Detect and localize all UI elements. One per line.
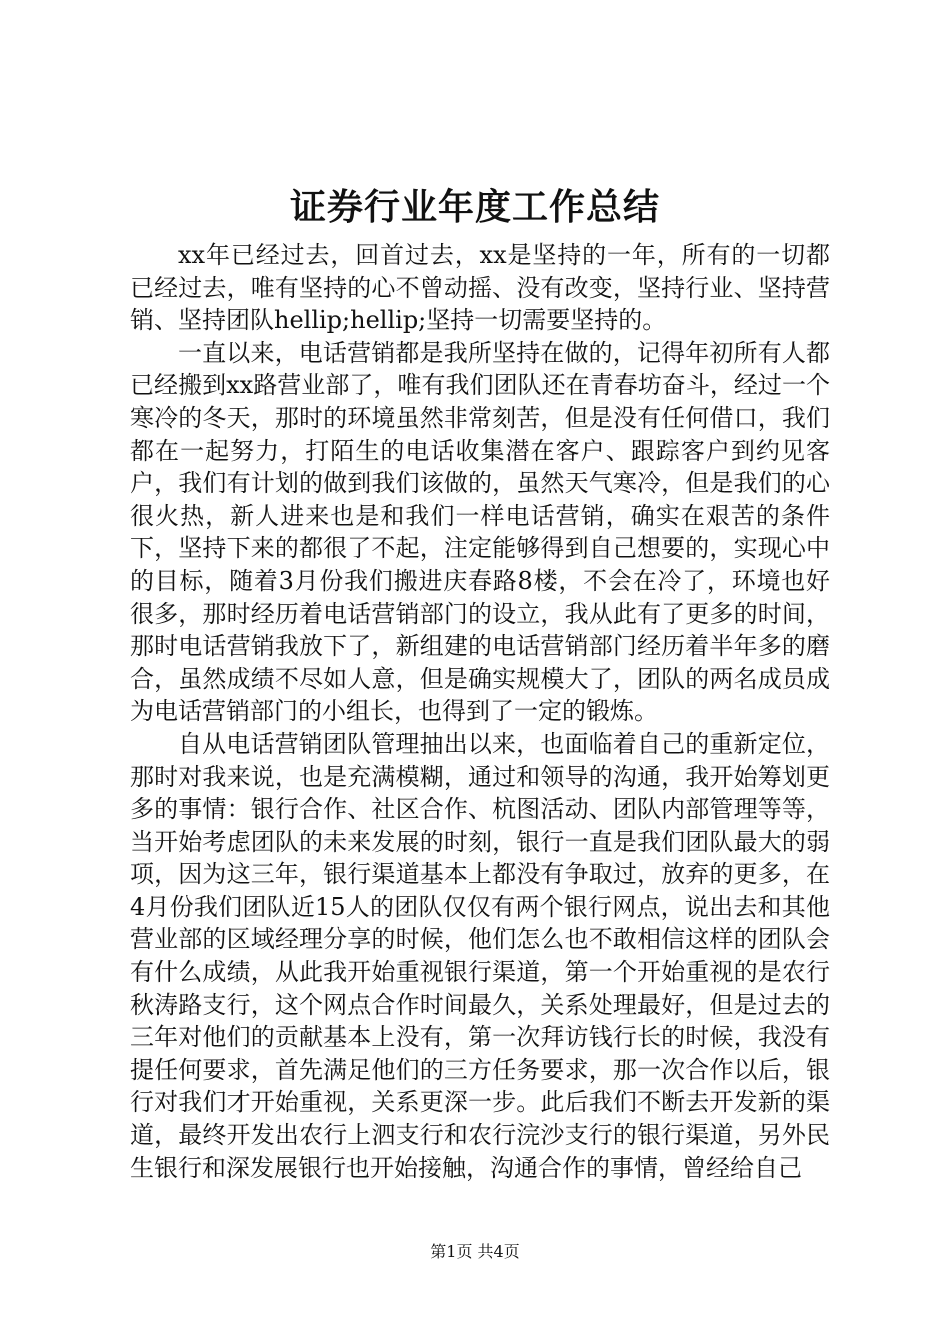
paragraph-3: 自从电话营销团队管理抽出以来，也面临着自己的重新定位，那时对我来说，也是充满模糊，通过和领导的沟通，我开始筹划更多的事情：银行合作、社区合作、杭图活动、团队内部管理等等，当开始考虑团队的未来发展的时刻，银行一直是我们团队最大的弱项，因为这三年，银行渠道基本上都没有争取过，放弃的更多，在4月份我们团队近15人的团队仅仅有两个银行网点，说出去和其他营业部的区域经理分享的时候，他们怎么也不敢相信这样的团队会有什么成绩，从此我开始重视银行渠道，第一个开始重视的是农行秋涛路支行，这个网点合作时间最久，关系处理最好，但是过去的三年对他们的贡献基本上没有，第一次拜访钱行长的时候，我没有提任何要求，首先满足他们的三方任务要求，那一次合作以后，银行对我们才开始重视，关系更深一步。此后我们不断去开发新的渠道，最终开发出农行上泗支行和农行浣沙支行的银行渠道，另外民生银行和深发展银行也开始接触，沟通合作的事情，曾经给自己 [130, 729, 830, 1182]
document-body [130, 239, 830, 1184]
document-title: 证券行业年度工作总结 [289, 187, 660, 228]
page-number-footer: 第1页 共4页 [430, 1242, 520, 1261]
paragraph-2: 一直以来，电话营销都是我所坚持在做的，记得年初所有人都已经搬到xx路营业部了，唯有我们团队还在青春坊奋斗，经过一个寒冷的冬天，那时的环境虽然非常刻苦，但是没有任何借口，我们都在一起努力，打陌生的电话收集潜在客户、跟踪客户到约见客户，我们有计划的做到我们该做的，虽然天气寒冷，但是我们的心很火热，新人进来也是和我们一样电话营销，确实在艰苦的条件下，坚持下来的都很了不起，注定能够得到自己想要的，实现心中的目标，随着3月份我们搬进庆春路8楼，不会在冷了，环境也好很多，那时经历着电话营销部门的设立，我从此有了更多的时间，那时电话营销我放下了，新组建的电话营销部门经历着半年多的磨合，虽然成绩不尽如人意，但是确实规模大了，团队的两名成员成为电话营销部门的小组长，也得到了一定的锻炼。 [130, 338, 830, 726]
paragraph-1: xx年已经过去，回首过去，xx是坚持的一年，所有的一切都已经过去，唯有坚持的心不曾动摇、没有改变，坚持行业、坚持营销、坚持团队hellip;hellip;坚持一切需要坚持的。 [130, 241, 830, 335]
